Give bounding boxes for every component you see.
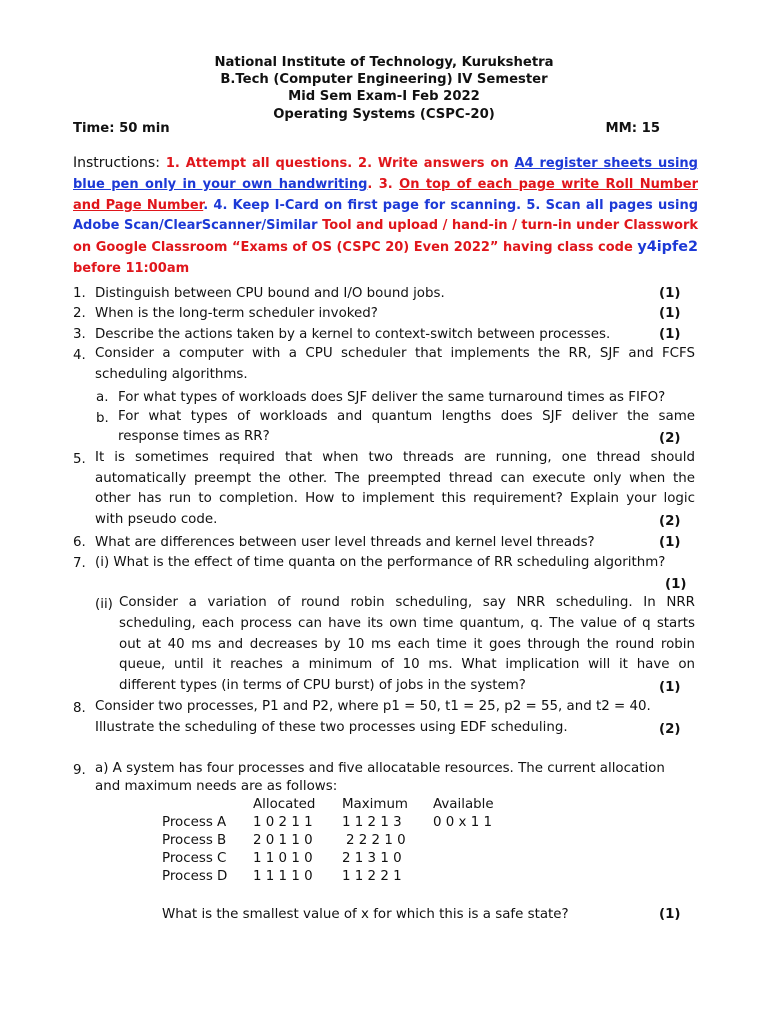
instruction-1-2: 1. Attempt all questions. 2. Write answers on <box>165 156 515 171</box>
q9-question: What is the smallest value of x for which this is a safe state? <box>162 907 569 922</box>
program-name: B.Tech (Computer Engineering) IV Semester <box>220 72 548 88</box>
q6-number: 6. <box>73 535 86 550</box>
q5-line-3: other has run to completion. How to implement this requirement? Explain your logic <box>95 491 695 506</box>
q7ii-line-4: queue, until it reaches a minimum of 10 ms. What implication will it have on <box>119 657 695 672</box>
q9-line-1: a) A system has four processes and five allocatable resources. The current allocation <box>95 761 665 776</box>
q8-line-1: Consider two processes, P1 and P2, where p1 = 50, t1 = 25, p2 = 55, and t2 = 40. <box>95 699 651 714</box>
q5-marks: (2) <box>659 514 681 529</box>
q9-marks: (1) <box>659 907 681 922</box>
q2-number: 2. <box>73 306 86 321</box>
exam-meta <box>73 121 660 136</box>
row-c-name: Process C <box>162 851 227 866</box>
instruction-sheet-link: A4 register sheets using blue pen only in your own handwriting <box>73 156 698 192</box>
q5-number: 5. <box>73 452 86 467</box>
q9-number: 9. <box>73 763 86 778</box>
q1-text: Distinguish between CPU bound and I/O bound jobs. <box>95 286 445 301</box>
class-code: y4ipfe2 <box>637 239 698 256</box>
q3-text: Describe the actions taken by a kernel to context-switch between processes. <box>95 327 611 342</box>
row-a-available: 0 0 x 1 1 <box>433 815 493 830</box>
q4-line-1: Consider a computer with a CPU scheduler that implements the RR, SJF and FCFS <box>95 346 695 361</box>
instruction-5-start: Scan all pages using Adobe Scan/ClearScanner/Similar <box>73 197 698 234</box>
q9-line-2: and maximum needs are as follows: <box>95 779 338 794</box>
row-a-name: Process A <box>162 815 227 830</box>
q3-marks: (1) <box>659 327 681 342</box>
instructions-label: Instructions: <box>73 155 160 171</box>
q4-number: 4. <box>73 348 86 363</box>
q6-text: What are differences between user level threads and kernel level threads? <box>95 535 595 550</box>
q7ii-line-5: different types (in terms of CPU burst) of jobs in the system? <box>119 678 526 693</box>
q4b-label: b. <box>96 411 109 426</box>
instruction-4: . 4. Keep I-Card on first page for scanning. 5. <box>203 197 546 213</box>
q7-number: 7. <box>73 556 86 571</box>
row-b-allocated: 2 0 1 1 0 <box>253 833 313 848</box>
instruction-5-body: Tool and upload / hand-in / turn-in under Classwork on Google Classroom “Exams of OS (CSPC 20) Even 2022” having class code <box>73 218 698 256</box>
course-name: Operating Systems (CSPC-20) <box>273 106 495 122</box>
q5-line-2: automatically preempt the other. The preempted thread can execute only when the <box>95 471 695 486</box>
max-marks: MM: 15 <box>605 121 660 136</box>
q2-marks: (1) <box>659 306 681 321</box>
q7ii-line-1: Consider a variation of round robin scheduling, say NRR scheduling. In NRR <box>119 595 695 610</box>
q7i-text: (i) What is the effect of time quanta on the performance of RR scheduling algorithm? <box>95 555 666 570</box>
q1-marks: (1) <box>659 286 681 301</box>
row-a-allocated: 1 0 2 1 1 <box>253 815 313 830</box>
row-c-maximum: 2 1 3 1 0 <box>342 851 402 866</box>
q4a-text: For what types of workloads does SJF deliver the same turnaround times as FIFO? <box>118 390 666 405</box>
q1-number: 1. <box>73 286 86 301</box>
q5-line-4: with pseudo code. <box>95 512 218 527</box>
institute-name: National Institute of Technology, Kurukshetra <box>214 55 554 70</box>
q6-marks: (1) <box>659 535 681 550</box>
q4b-line-2: response times as RR? <box>118 429 270 444</box>
instructions <box>73 153 698 280</box>
row-d-name: Process D <box>162 869 228 884</box>
q8-number: 8. <box>73 701 86 716</box>
q5-line-1: It is sometimes required that when two threads are running, one thread should <box>95 450 695 465</box>
q4-line-2: scheduling algorithms. <box>95 367 248 382</box>
row-c-allocated: 1 1 0 1 0 <box>253 851 313 866</box>
row-a-maximum: 1 1 2 1 3 <box>342 815 402 830</box>
instruction-3-text: On top of each page write Roll Number and Page Number <box>73 176 699 213</box>
col-maximum: Maximum <box>342 797 408 812</box>
instruction-3-num: . 3. <box>367 176 400 192</box>
row-d-maximum: 1 1 2 2 1 <box>342 869 402 884</box>
q4b-line-1: For what types of workloads and quantum lengths does SJF deliver the same <box>118 409 695 424</box>
q7ii-line-3: out at 40 ms and decreases by 10 ms each time it goes through the round robin <box>119 637 695 652</box>
q8-marks: (2) <box>659 722 681 737</box>
q2-text: When is the long-term scheduler invoked? <box>95 306 378 321</box>
q7ii-label: (ii) <box>95 597 113 612</box>
q4-marks: (2) <box>659 431 681 446</box>
q4a-label: a. <box>96 390 109 405</box>
q7ii-line-2: scheduling, each process can have its own time quantum, q. The value of q starts <box>119 616 695 631</box>
row-d-allocated: 1 1 1 1 0 <box>253 869 313 884</box>
row-b-name: Process B <box>162 833 227 848</box>
instruction-5-end: before 11:00am <box>73 260 190 276</box>
q8-line-2: Illustrate the scheduling of these two processes using EDF scheduling. <box>95 720 568 735</box>
time-limit: Time: 50 min <box>73 121 170 136</box>
q3-number: 3. <box>73 327 86 342</box>
exam-header <box>0 54 768 123</box>
exam-name: Mid Sem Exam-I Feb 2022 <box>288 89 480 105</box>
col-available: Available <box>433 797 494 812</box>
q7i-marks: (1) <box>665 577 687 592</box>
row-b-maximum: 2 2 2 1 0 <box>346 833 406 848</box>
col-allocated: Allocated <box>253 797 316 812</box>
q7ii-marks: (1) <box>659 680 681 695</box>
